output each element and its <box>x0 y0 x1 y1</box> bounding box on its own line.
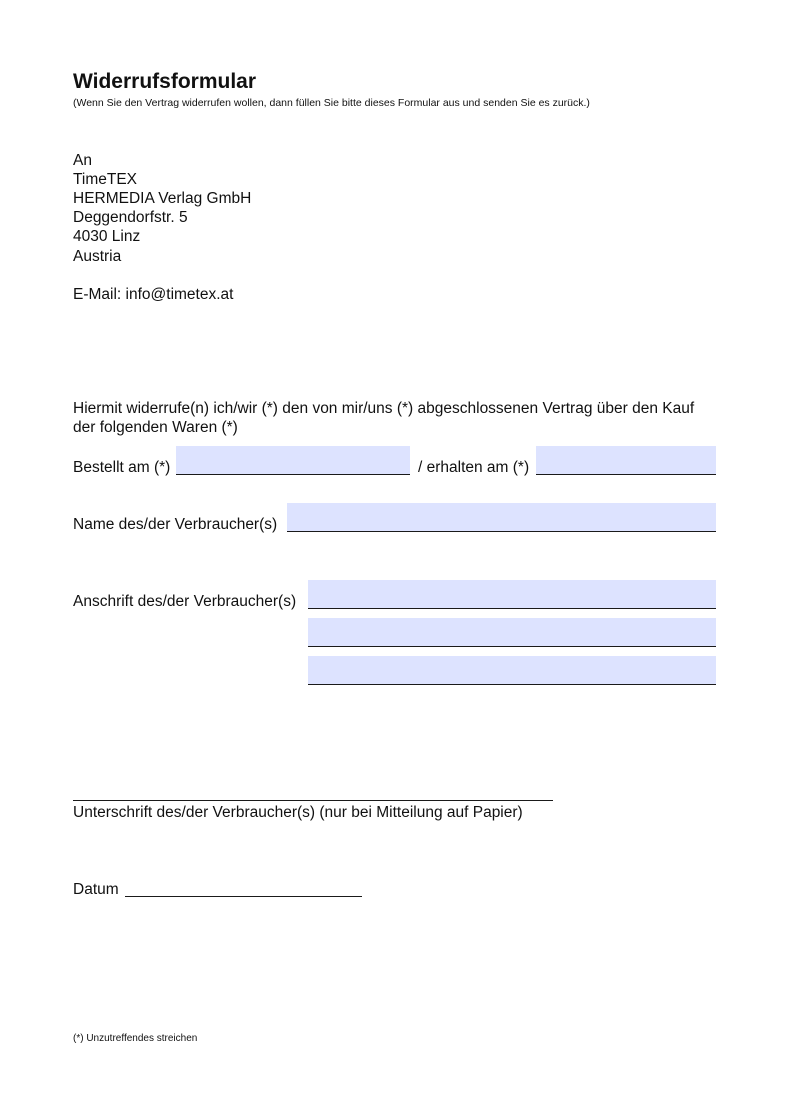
address-line-country: Austria <box>73 248 122 265</box>
received-date-field[interactable] <box>536 446 716 475</box>
date-line[interactable] <box>125 896 362 897</box>
form-subtitle: (Wenn Sie den Vertrag widerrufen wollen, dann füllen Sie bitte dieses Formular aus und senden Sie es zurück.) <box>73 97 590 109</box>
signature-line[interactable] <box>73 800 553 801</box>
address-line-street: Deggendorfstr. 5 <box>73 209 188 226</box>
received-date-label: / erhalten am (*) <box>418 459 530 476</box>
address-line-an: An <box>73 152 92 169</box>
address-line-company: TimeTEX <box>73 171 138 188</box>
footnote: (*) Unzutreffendes streichen <box>73 1033 198 1044</box>
consumer-name-label: Name des/der Verbraucher(s) <box>73 516 278 533</box>
declaration-line-1: Hiermit widerrufe(n) ich/wir (*) den von mir/uns (*) abgeschlossenen Vertrag über den Kauf <box>73 400 695 417</box>
address-line-publisher: HERMEDIA Verlag GmbH <box>73 190 252 207</box>
form-title: Widerrufsformular <box>73 70 257 93</box>
signature-label: Unterschrift des/der Verbraucher(s) (nur bei Mitteilung auf Papier) <box>73 804 523 821</box>
address-line-city: 4030 Linz <box>73 228 141 245</box>
address-email: E-Mail: info@timetex.at <box>73 286 234 303</box>
consumer-name-field[interactable] <box>287 503 716 532</box>
consumer-address-field-2[interactable] <box>308 618 716 647</box>
consumer-address-field-1[interactable] <box>308 580 716 609</box>
ordered-date-label: Bestellt am (*) <box>73 459 171 476</box>
consumer-address-field-3[interactable] <box>308 656 716 685</box>
declaration-line-2: der folgenden Waren (*) <box>73 419 238 436</box>
consumer-address-label: Anschrift des/der Verbraucher(s) <box>73 593 297 610</box>
date-label: Datum <box>73 881 119 898</box>
ordered-date-field[interactable] <box>176 446 410 475</box>
